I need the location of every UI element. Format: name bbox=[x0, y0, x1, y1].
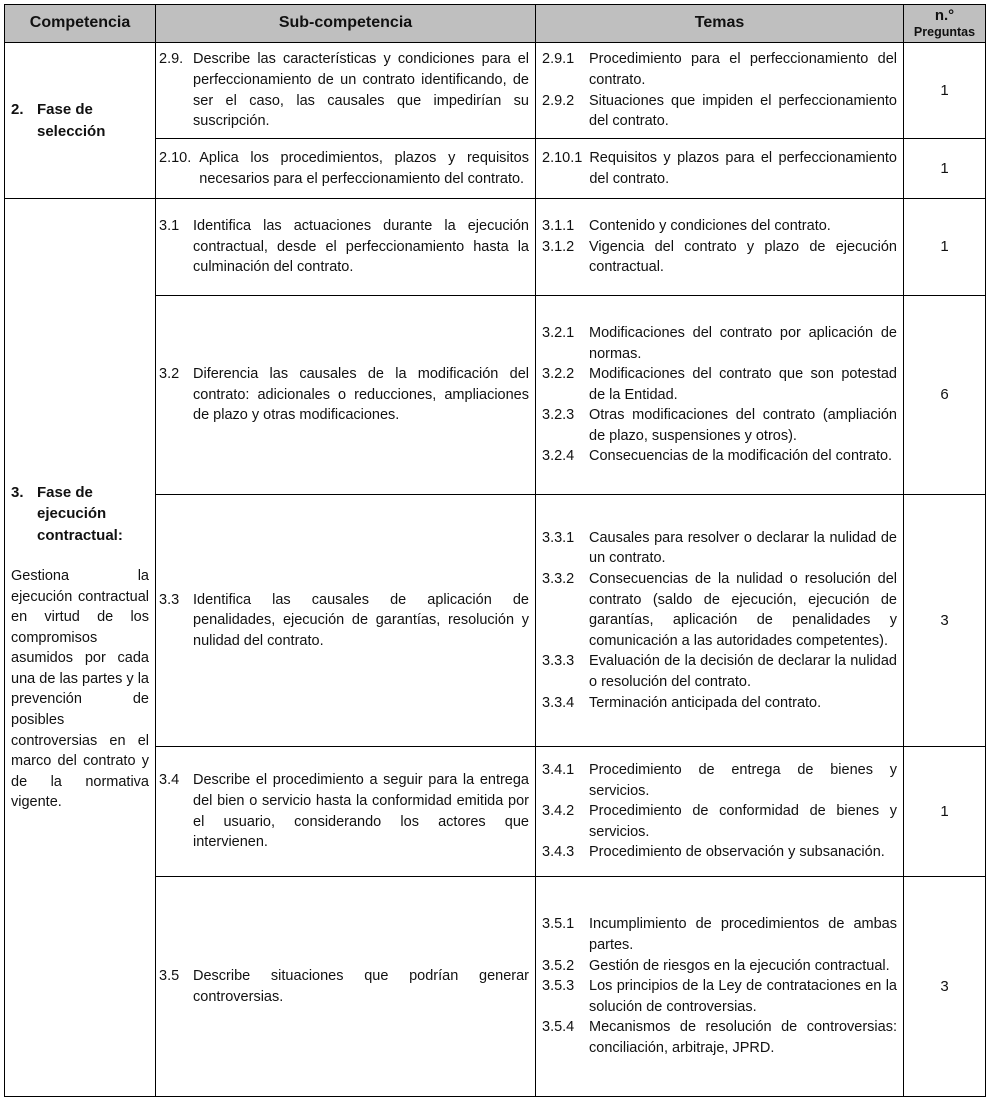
tema-text: Procedimiento de entrega de bienes y servicios. bbox=[589, 762, 897, 799]
tema-item bbox=[542, 569, 897, 651]
header-row bbox=[5, 5, 986, 43]
sub-competencia-number: 3.5 bbox=[159, 967, 180, 984]
tema-text: Gestión de riesgos en la ejecución contractual. bbox=[589, 957, 890, 974]
competencia-title: Fase de selección bbox=[37, 101, 106, 140]
sub-competencia-text: Describe situaciones que podrían generar controversias. bbox=[193, 967, 529, 1005]
tema-number: 3.2.1 bbox=[542, 324, 575, 341]
tema-text: Contenido y condiciones del contrato. bbox=[589, 218, 831, 235]
preguntas-count-2-9: 1 bbox=[904, 43, 986, 139]
tema-text: Incumplimiento de procedimientos de ambas partes. bbox=[589, 916, 897, 954]
sub-competencia-item bbox=[159, 148, 529, 189]
competencia-heading bbox=[11, 482, 149, 546]
sub-competencia-text: Describe el procedimiento a seguir para la entrega del bien o servicio hasta la conformidad emitida por el usuario, considerando los actores que intervienen. bbox=[193, 772, 529, 851]
sub-competencia-number: 2.9. bbox=[159, 51, 184, 68]
tema-item bbox=[542, 956, 897, 977]
temas-cell-3-3 bbox=[536, 495, 904, 747]
header-preguntas-line2: Preguntas bbox=[913, 24, 976, 39]
tema-text: Evaluación de la decisión de declarar la nulidad o resolución del contrato. bbox=[589, 653, 897, 690]
sub-competencia-cell-3-1 bbox=[156, 199, 536, 296]
sub-competencia-text: Identifica las causales de aplicación de penalidades, ejecución de garantías, resolución y nulidad del contrato. bbox=[193, 591, 529, 649]
sub-competencia-item bbox=[159, 590, 529, 652]
sub-competencia-item bbox=[159, 770, 529, 852]
tema-number: 3.1.2 bbox=[542, 238, 575, 255]
competencia-title: Fase de ejecución contractual: bbox=[37, 484, 123, 544]
preguntas-count-3-4: 1 bbox=[904, 747, 986, 877]
preguntas-count-3-1: 1 bbox=[904, 199, 986, 296]
competencia-description: Gestiona la ejecución contractual en virtud de los compromisos asumidos por cada una de las partes y la prevención de posibles controversias en el marco del contrato y de la normativa vigente. bbox=[11, 567, 149, 811]
tema-text: Procedimiento de conformidad de bienes y servicios. bbox=[589, 803, 897, 840]
preguntas-count-3-5: 3 bbox=[904, 877, 986, 1097]
tema-item bbox=[542, 323, 897, 364]
tema-number: 3.3.3 bbox=[542, 653, 575, 670]
tema-text: Otras modificaciones del contrato (ampliación de plazo, suspensiones y otros). bbox=[589, 407, 897, 444]
tema-text: Terminación anticipada del contrato. bbox=[589, 694, 822, 711]
sub-competencia-cell-2-10 bbox=[156, 139, 536, 199]
sub-competencia-item bbox=[159, 216, 529, 278]
tema-number: 3.2.2 bbox=[542, 366, 575, 383]
tema-number: 3.1.1 bbox=[542, 218, 575, 235]
tema-item bbox=[542, 1017, 897, 1058]
sub-competencia-text: Aplica los procedimientos, plazos y requisitos necesarios para el perfeccionamiento del contrato. bbox=[199, 149, 529, 187]
sub-competencia-number: 2.10. bbox=[159, 149, 192, 166]
header-cell-sub-competencia: Sub-competencia bbox=[156, 5, 536, 43]
tema-item bbox=[542, 49, 897, 90]
sub-competencia-item bbox=[159, 364, 529, 426]
tema-text: Procedimiento para el perfeccionamiento del contrato. bbox=[589, 51, 897, 88]
tema-number: 3.5.3 bbox=[542, 978, 575, 995]
temas-cell-3-4 bbox=[536, 747, 904, 877]
sub-competencia-item bbox=[159, 966, 529, 1007]
sub-competencia-text: Identifica las actuaciones durante la ejecución contractual, desde el perfeccionamiento hasta la culminación del contrato. bbox=[193, 218, 529, 276]
temas-cell-2-9 bbox=[536, 43, 904, 139]
competencia-cell-fase-seleccion bbox=[5, 43, 156, 199]
tema-item bbox=[542, 148, 897, 189]
tema-text: Situaciones que impiden el perfeccionamiento del contrato. bbox=[589, 92, 897, 130]
tema-text: Mecanismos de resolución de controversias: conciliación, arbitraje, JPRD. bbox=[589, 1019, 897, 1056]
sub-competencia-number: 3.4 bbox=[159, 772, 180, 789]
tema-number: 3.3.1 bbox=[542, 529, 575, 546]
tema-item bbox=[542, 528, 897, 569]
tema-item bbox=[542, 364, 897, 405]
tema-item bbox=[542, 801, 897, 842]
sub-competencia-number: 3.2 bbox=[159, 366, 180, 383]
tema-number: 2.9.2 bbox=[542, 92, 575, 109]
sub-competencia-cell-3-3 bbox=[156, 495, 536, 747]
temas-cell-3-2 bbox=[536, 296, 904, 495]
tema-item bbox=[542, 842, 897, 863]
tema-number: 2.10.1 bbox=[542, 149, 583, 166]
tema-number: 2.9.1 bbox=[542, 51, 575, 68]
tema-number: 3.2.3 bbox=[542, 407, 575, 424]
tema-text: Consecuencias de la nulidad o resolución del contrato (saldo de ejecución, ejecución de garantías, aplicación de penalidades y comunicación a las autoridades competentes). bbox=[589, 571, 897, 649]
header-cell-temas: Temas bbox=[536, 5, 904, 43]
competency-table bbox=[4, 4, 986, 1097]
tema-number: 3.3.2 bbox=[542, 571, 575, 588]
tema-item bbox=[542, 446, 897, 467]
sub-competencia-text: Describe las características y condiciones para el perfeccionamiento de un contrato identificando, de ser el caso, las causales que impedirían su suscripción. bbox=[193, 51, 529, 130]
tema-text: Modificaciones del contrato por aplicación de normas. bbox=[589, 324, 897, 362]
tema-number: 3.2.4 bbox=[542, 448, 575, 465]
preguntas-count-3-3: 3 bbox=[904, 495, 986, 747]
tema-item bbox=[542, 216, 897, 237]
tema-item bbox=[542, 651, 897, 692]
tema-item bbox=[542, 914, 897, 955]
tema-text: Los principios de la Ley de contrataciones en la solución de controversias. bbox=[589, 978, 897, 1015]
tema-text: Modificaciones del contrato que son potestad de la Entidad. bbox=[589, 366, 897, 403]
temas-cell-2-10 bbox=[536, 139, 904, 199]
tema-number: 3.5.4 bbox=[542, 1019, 575, 1036]
tema-text: Vigencia del contrato y plazo de ejecución contractual. bbox=[589, 238, 897, 276]
tema-item bbox=[542, 760, 897, 801]
sub-competencia-cell-3-2 bbox=[156, 296, 536, 495]
sub-competencia-number: 3.1 bbox=[159, 218, 180, 235]
preguntas-count-3-2: 6 bbox=[904, 296, 986, 495]
tema-text: Consecuencias de la modificación del contrato. bbox=[589, 448, 893, 465]
header-preguntas-line1: n.° bbox=[934, 7, 955, 25]
sub-competencia-cell-3-5 bbox=[156, 877, 536, 1097]
tema-number: 3.5.1 bbox=[542, 916, 575, 933]
tema-text: Procedimiento de observación y subsanación. bbox=[589, 844, 885, 861]
tema-item bbox=[542, 693, 897, 714]
temas-cell-3-1 bbox=[536, 199, 904, 296]
table-row-3-1 bbox=[5, 199, 986, 296]
table-row-2-9 bbox=[5, 43, 986, 139]
sub-competencia-number: 3.3 bbox=[159, 591, 180, 608]
tema-number: 3.4.2 bbox=[542, 803, 575, 820]
tema-item bbox=[542, 91, 897, 132]
competencia-number: 3. bbox=[11, 484, 24, 502]
tema-number: 3.4.3 bbox=[542, 844, 575, 861]
competencia-number: 2. bbox=[11, 101, 24, 119]
sub-competencia-cell-3-4 bbox=[156, 747, 536, 877]
header-cell-preguntas bbox=[904, 5, 986, 43]
tema-number: 3.5.2 bbox=[542, 957, 575, 974]
tema-item bbox=[542, 405, 897, 446]
header-cell-competencia: Competencia bbox=[5, 5, 156, 43]
tema-text: Causales para resolver o declarar la nulidad de un contrato. bbox=[589, 529, 897, 567]
sub-competencia-text: Diferencia las causales de la modificación del contrato: adicionales o reducciones, ampliaciones de plazo y otras modificaciones. bbox=[193, 366, 529, 424]
tema-item bbox=[542, 237, 897, 278]
preguntas-count-2-10: 1 bbox=[904, 139, 986, 199]
sub-competencia-cell-2-9 bbox=[156, 43, 536, 139]
sub-competencia-item bbox=[159, 49, 529, 131]
competencia-cell-fase-ejecucion bbox=[5, 199, 156, 1097]
tema-number: 3.4.1 bbox=[542, 762, 575, 779]
tema-number: 3.3.4 bbox=[542, 694, 575, 711]
temas-cell-3-5 bbox=[536, 877, 904, 1097]
tema-text: Requisitos y plazos para el perfeccionamiento del contrato. bbox=[589, 149, 897, 187]
tema-item bbox=[542, 976, 897, 1017]
competencia-heading bbox=[11, 99, 149, 142]
